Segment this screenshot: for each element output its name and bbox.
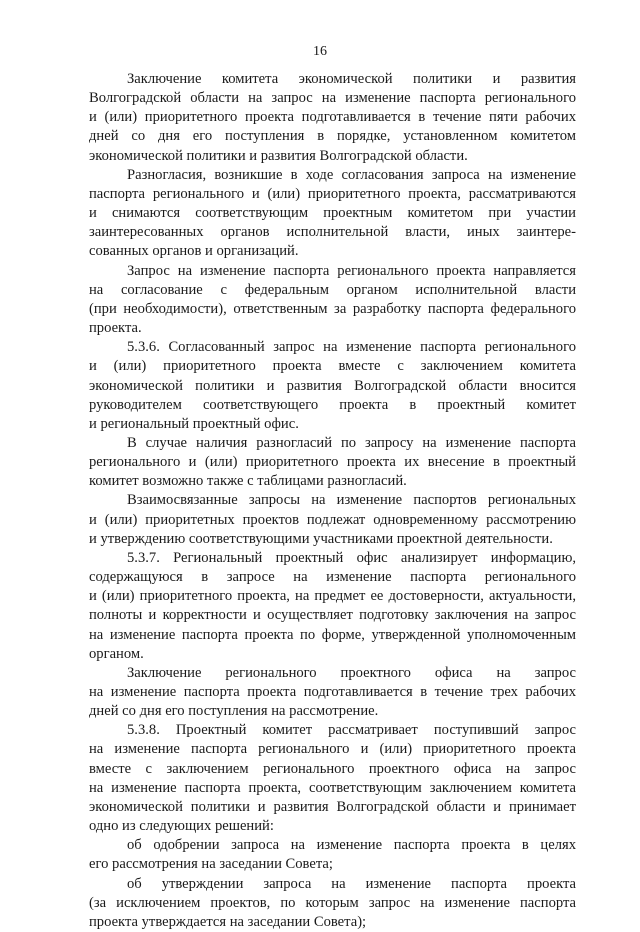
text-line: 5.3.7. Региональный проектный офис анализирует информацию, [127, 549, 576, 566]
text-line: (при необходимости), ответственным за разработку паспорта федерального [89, 300, 576, 317]
text-line: (за исключением проектов, по которым запрос на изменение паспорта [89, 894, 576, 911]
text-line: дней со дня его поступления в порядке, установленном комитетом [89, 128, 576, 145]
text-line: экономической политики и развития Волгоградской области и принимает [89, 798, 576, 815]
text-line: и (или) приоритетного проекта подготавливается в течение пяти рабочих [89, 109, 576, 126]
text-line: комитет возможно также с таблицами разногласий. [89, 473, 407, 490]
text-line: и (или) приоритетного проекта, на предмет ее достоверности, актуальности, [89, 588, 576, 605]
text-line: Волгоградской области на запрос на изменение паспорта регионального [89, 90, 576, 107]
text-line: и (или) приоритетного проекта вместе с заключением комитета [89, 358, 576, 375]
paragraph [89, 491, 576, 548]
paragraph [89, 262, 576, 339]
paragraph [89, 664, 576, 721]
text-line: и региональный проектный офис. [89, 415, 299, 432]
text-line: Разногласия, возникшие в ходе согласования запроса на изменение [127, 166, 576, 183]
paragraph [89, 70, 576, 166]
paragraph [89, 549, 576, 664]
text-line: на изменение паспорта проекта по форме, утвержденной уполномоченным [89, 626, 576, 643]
text-line: Заключение комитета экономической политики и развития [127, 71, 576, 87]
text-line: Запрос на изменение паспорта регионального проекта направляется [127, 262, 576, 279]
text-line: на изменение паспорта регионального и (или) приоритетного проекта [89, 741, 576, 758]
text-line: проекта утверждается на заседании Совета); [89, 913, 367, 930]
text-line: дней со дня его поступления на рассмотрение. [89, 703, 379, 720]
text-line: регионального и (или) приоритетного проекта их внесение в проектный [89, 454, 576, 471]
document-body [89, 70, 576, 932]
text-line: на согласование с федеральным органом исполнительной власти [89, 281, 576, 298]
text-line: и (или) приоритетных проектов подлежат одновременному рассмотрению [89, 511, 576, 528]
text-line: его рассмотрения на заседании Совета; [89, 856, 333, 873]
text-line: об одобрении запроса на изменение паспорта проекта в целях [127, 837, 576, 854]
paragraph [89, 434, 576, 491]
text-line: руководителем соответствующего проекта в проектный комитет [89, 396, 576, 413]
text-line: В случае наличия разногласий по запросу на изменение паспорта [127, 434, 576, 451]
text-line: одно из следующих решений: [89, 818, 274, 835]
text-line: паспорта регионального и (или) приоритетного проекта, рассматриваются [89, 185, 576, 202]
text-line: сованных органов и организаций. [89, 243, 299, 260]
text-line: полноты и корректности и осуществляет подготовку заключения на запрос [89, 607, 576, 624]
text-line: содержащуюся в запросе на изменение паспорта регионального [89, 569, 576, 586]
paragraph [89, 836, 576, 874]
text-line: и утверждению соответствующими участниками проектной деятельности. [89, 530, 553, 547]
text-line: органом. [89, 645, 144, 662]
text-line: об утверждении запроса на изменение паспорта проекта [127, 875, 576, 892]
text-line: Заключение регионального проектного офиса на запрос [127, 664, 576, 681]
text-line: 5.3.8. Проектный комитет рассматривает поступивший запрос [127, 722, 576, 739]
text-line: на изменение паспорта проекта, соответствующим заключением комитета [89, 779, 576, 796]
text-line: Взаимосвязанные запросы на изменение паспортов региональных [127, 492, 576, 509]
text-line: заинтересованных органов исполнительной власти, иных заинтере- [89, 224, 576, 241]
text-line: экономической политики и развития Волгоградской области. [89, 147, 468, 164]
text-line: вместе с заключением регионального проектного офиса на запрос [89, 760, 576, 777]
page-number: 16 [313, 44, 327, 59]
text-line: 5.3.6. Согласованный запрос на изменение паспорта регионального [127, 339, 576, 356]
text-line: на изменение паспорта проекта подготавливается в течение трех рабочих [89, 684, 576, 700]
paragraph [89, 875, 576, 932]
paragraph [89, 166, 576, 262]
text-line: проекта. [89, 320, 142, 337]
paragraph [89, 338, 576, 434]
paragraph [89, 721, 576, 836]
text-line: и снимаются соответствующим проектным комитетом при участии [89, 205, 576, 222]
text-line: экономической политики и развития Волгоградской области вносится [89, 377, 576, 394]
